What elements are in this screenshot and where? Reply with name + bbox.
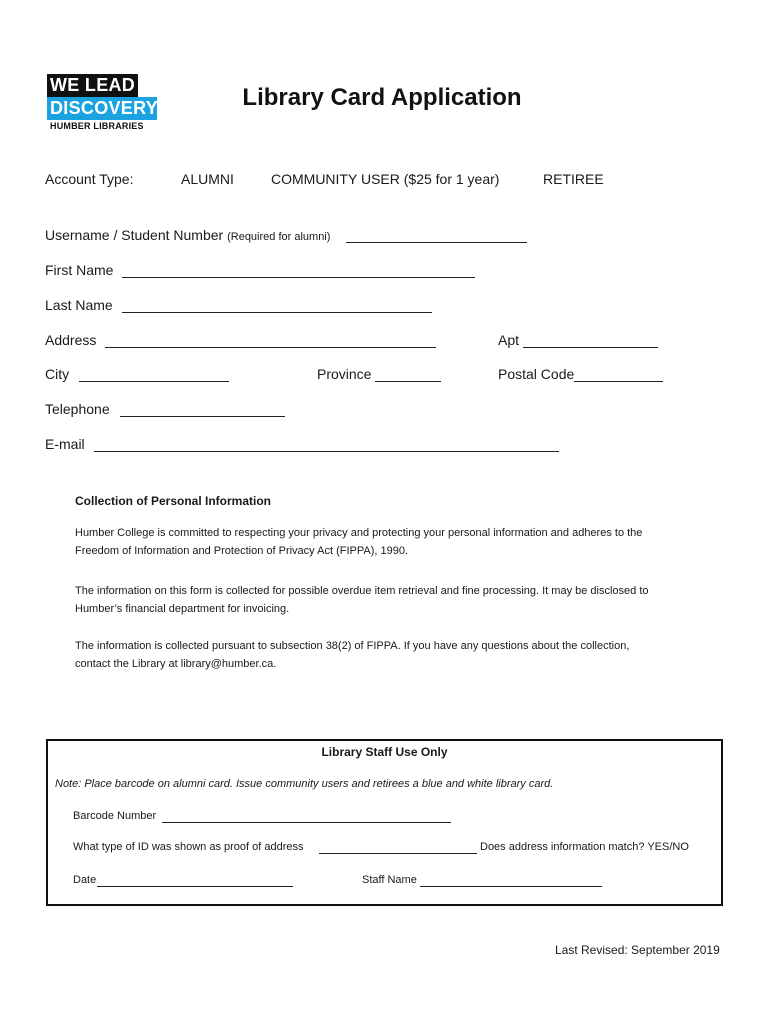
city-field[interactable]	[79, 381, 229, 382]
privacy-heading: Collection of Personal Information	[75, 494, 272, 508]
username-note: (Required for alumni)	[227, 231, 331, 243]
privacy-paragraph-3: The information is collected pursuant to subsection 38(2) of FIPPA. If you have any questions about the collection, contact the Library at library@humber.ca.	[75, 640, 630, 670]
barcode-field[interactable]	[162, 822, 451, 823]
province-field[interactable]	[375, 381, 441, 382]
account-type-label: Account Type:	[45, 171, 134, 187]
privacy-paragraph-2: The information on this form is collected for possible overdue item retrieval and fine processing. It may be disclosed to Humber’s financial department for invoicing.	[75, 585, 649, 615]
postal-code-field[interactable]	[574, 381, 663, 382]
address-label: Address	[45, 332, 97, 348]
logo-line-1: WE LEAD	[47, 74, 138, 97]
logo-line-3: HUMBER LIBRARIES	[50, 121, 144, 131]
staff-name-label: Staff Name	[362, 874, 417, 886]
date-label: Date	[73, 874, 97, 886]
email-field[interactable]	[94, 451, 559, 452]
account-option-alumni[interactable]: ALUMNI	[181, 171, 234, 187]
telephone-label: Telephone	[45, 401, 110, 417]
address-match-label: Does address information match? YES/NO	[480, 841, 689, 853]
province-label: Province	[317, 366, 372, 382]
date-field[interactable]	[97, 886, 293, 887]
id-question-label: What type of ID was shown as proof of address	[73, 841, 304, 853]
username-field[interactable]	[346, 242, 527, 243]
staff-note: Note: Place barcode on alumni card. Issue community users and retirees a blue and white library card.	[55, 778, 554, 790]
privacy-paragraph-1: Humber College is committed to respecting your privacy and protecting your personal information and adheres to the Freedom of Information and Protection of Privacy Act (FIPPA), 1990.	[75, 527, 643, 557]
id-type-field[interactable]	[319, 853, 477, 854]
last-name-field[interactable]	[122, 312, 432, 313]
username-label: Username / Student Number (Required for alumni)	[45, 227, 331, 243]
email-label: E-mail	[45, 436, 85, 452]
last-revised: Last Revised: September 2019	[555, 943, 720, 957]
first-name-field[interactable]	[122, 277, 475, 278]
account-option-retiree[interactable]: RETIREE	[543, 171, 604, 187]
logo-line-2: DISCOVERY	[47, 97, 157, 120]
staff-use-title: Library Staff Use Only	[321, 745, 448, 759]
staff-name-field[interactable]	[420, 886, 602, 887]
apt-label: Apt	[498, 332, 520, 348]
apt-field[interactable]	[523, 347, 658, 348]
address-field[interactable]	[105, 347, 436, 348]
barcode-label: Barcode Number	[73, 810, 157, 822]
last-name-label: Last Name	[45, 297, 113, 313]
city-label: City	[45, 366, 70, 382]
account-option-community-user[interactable]: COMMUNITY USER ($25 for 1 year)	[271, 171, 500, 187]
telephone-field[interactable]	[120, 416, 285, 417]
page-title: Library Card Application	[242, 84, 522, 111]
postal-code-label: Postal Code	[498, 366, 575, 382]
first-name-label: First Name	[45, 262, 114, 278]
